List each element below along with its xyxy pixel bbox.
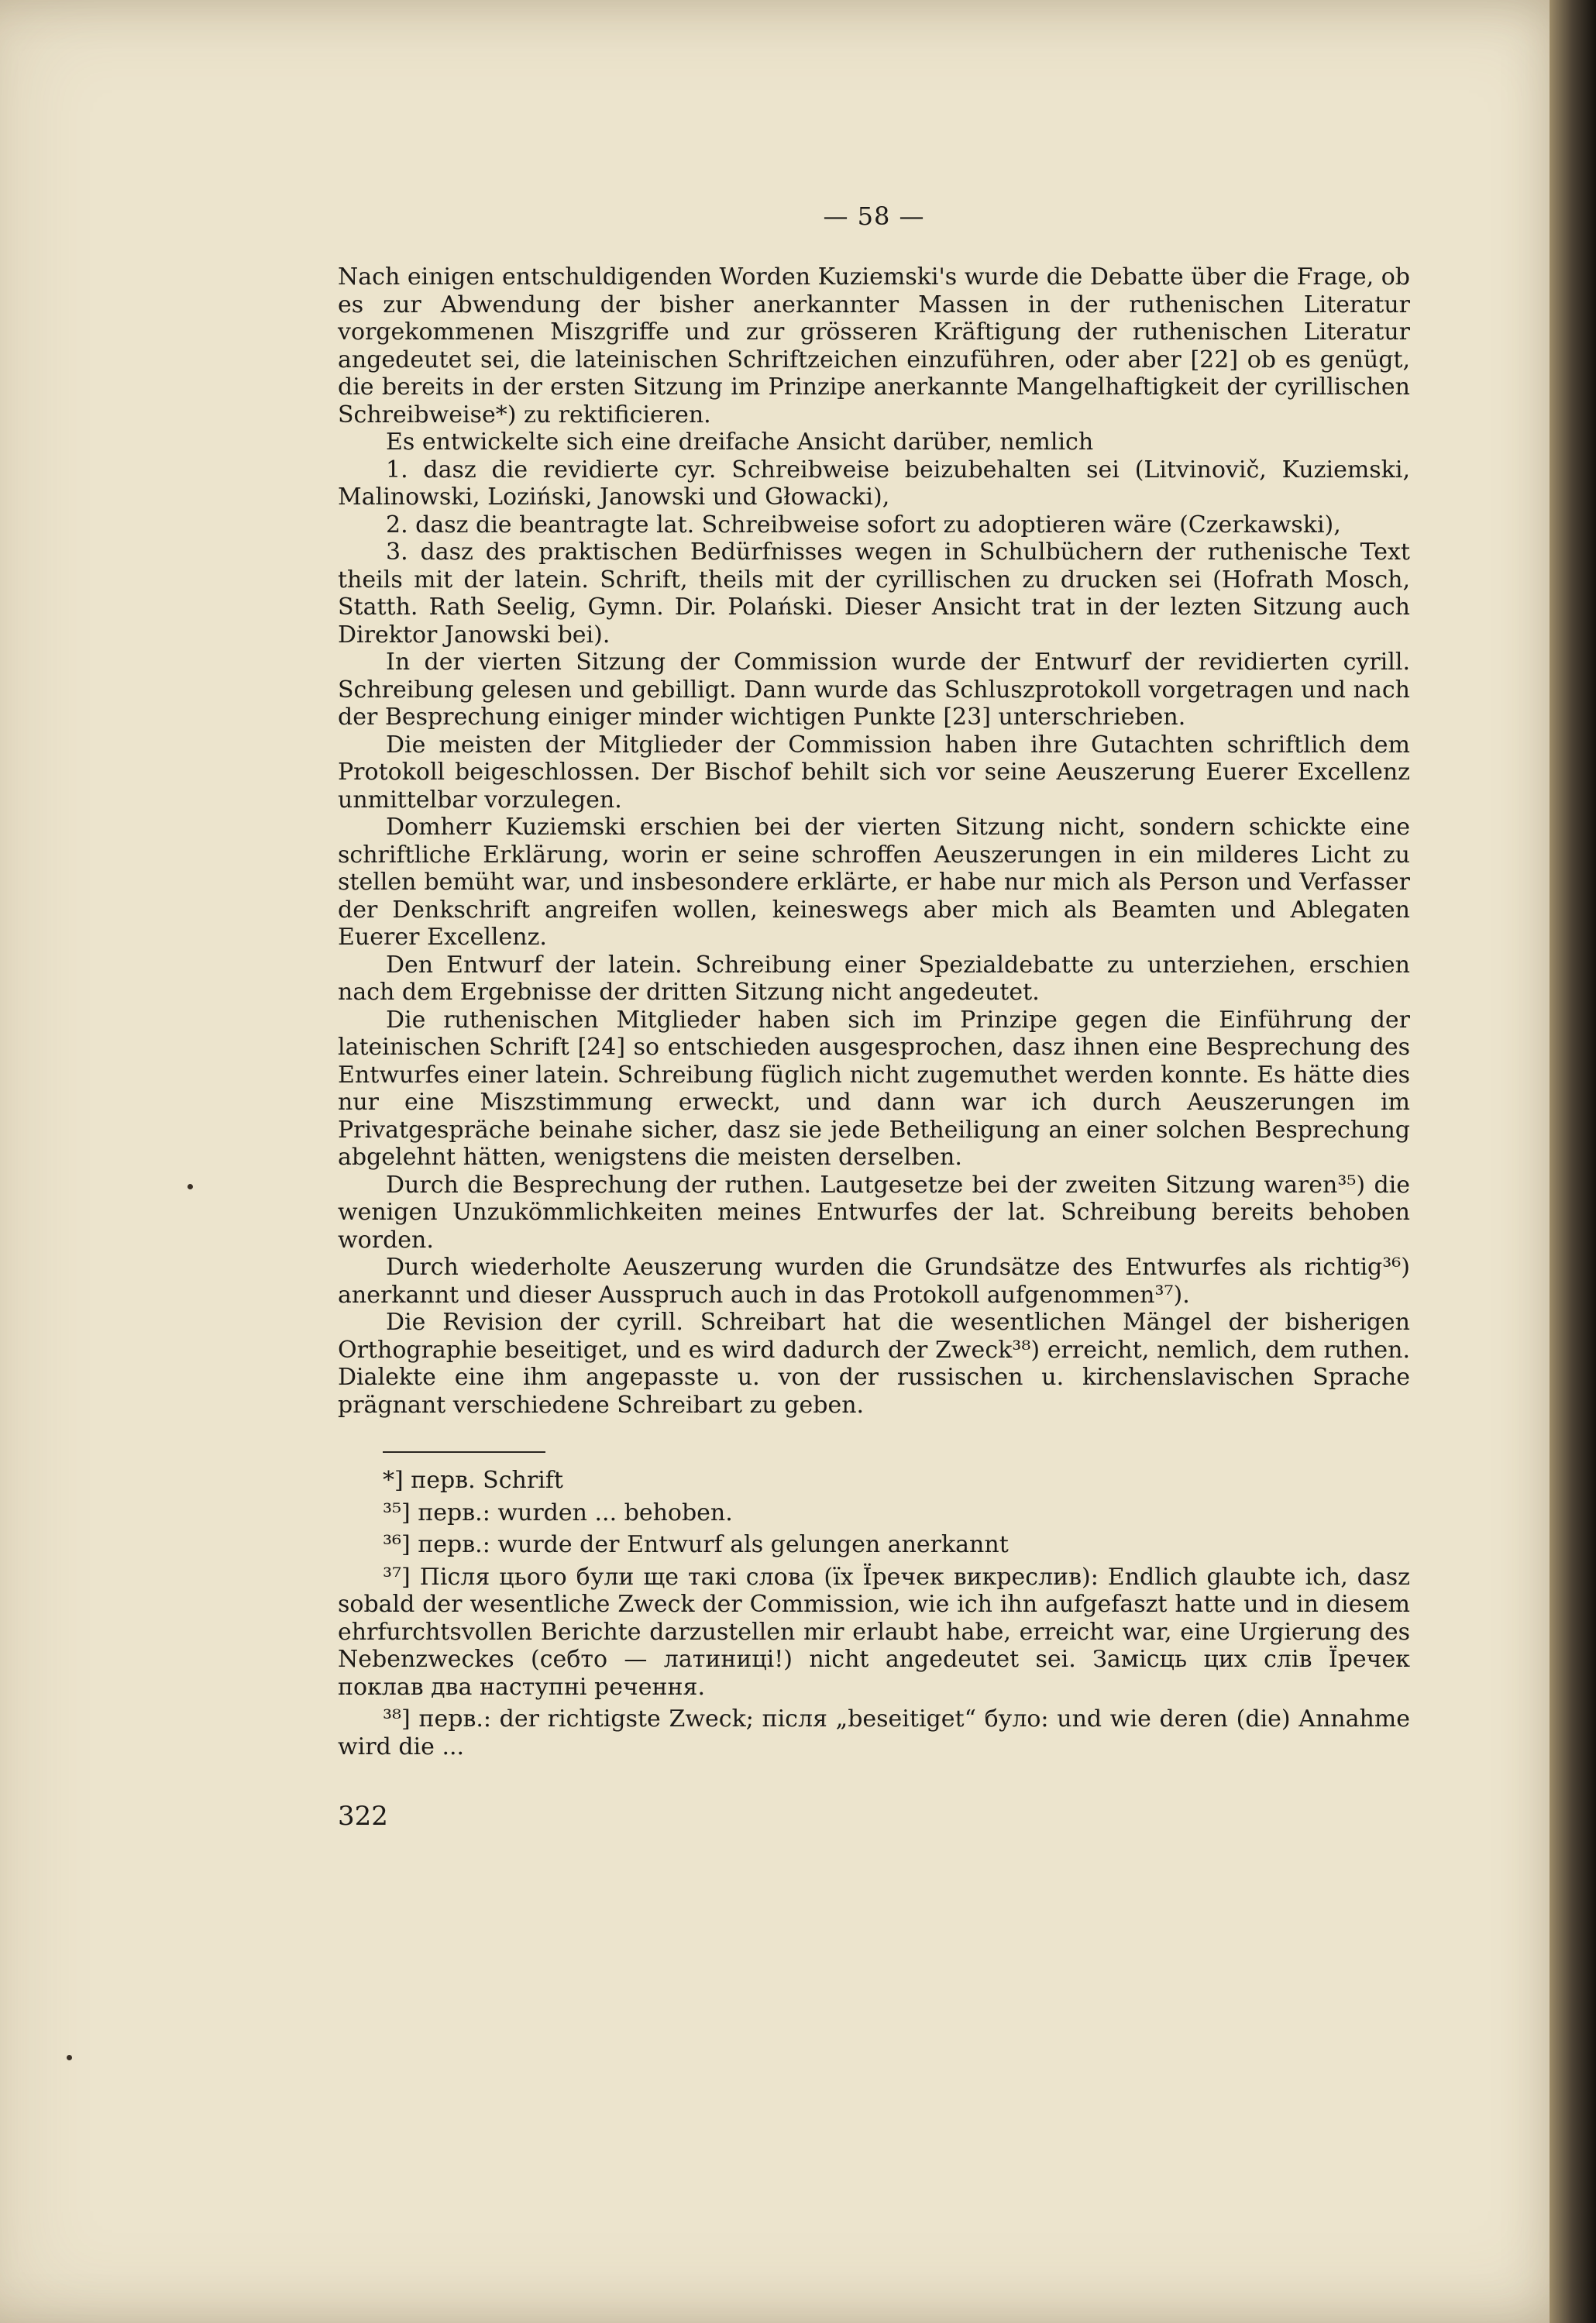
footnote-mark: ³⁶] [383,1531,411,1558]
paragraph: Domherr Kuziemski erschien bei der vierten Sitzung nicht, sondern schickte eine schriftliche Erklärung, worin er seine schroffen Aeuszerungen in ein milderes Licht zu stellen bemüht war, und insbesondere erklärte, er habe nur mich als Person und Verfasser der Denkschrift angreifen wollen, keineswegs aber mich als Beamten und Ablegaten Euerer Excellenz. [338,814,1410,951]
footnote-mark: ³⁷] [383,1563,411,1591]
footnotes [338,1467,1410,1760]
paragraph: Den Entwurf der latein. Schreibung einer Spezialdebatte zu unterziehen, erschien nach dem Ergebnisse der dritten Sitzung nicht angedeutet. [338,951,1410,1006]
footnote-mark: *] [383,1467,404,1494]
ink-speck [67,2055,72,2060]
main-text [338,263,1410,1419]
footnote [338,1564,1410,1702]
footnote [338,1499,1410,1527]
footnote [338,1705,1410,1760]
book-spine [1550,0,1596,2323]
footnote-text: перв.: der richtigste Zweck; після „beseitiget“ було: und wie deren (die) Annahme wird die ... [338,1705,1410,1760]
page-content [338,201,1410,1832]
footnote-text: перв.: wurde der Entwurf als gelungen anerkannt [418,1531,1009,1558]
footnote-mark: ³⁸] [383,1705,411,1733]
footnote-mark: ³⁵] [383,1499,411,1526]
bottom-page-number: 322 [338,1801,388,1832]
paragraph: Es entwickelte sich eine dreifache Ansicht darüber, nemlich [386,428,1094,456]
footnote-divider [383,1451,545,1453]
list-item: 1. dasz die revidierte cyr. Schreibweise beizubehalten sei (Litvinovič, Kuziemski, Malinowski, Loziński, Janowski und Głowacki), [338,456,1410,511]
footnote [338,1467,1410,1495]
paragraph: Die Revision der cyrill. Schreibart hat die wesentlichen Mängel der bisherigen Orthographie beseitiget, und es wird dadurch der Zweck³⁸) erreicht, nemlich, dem ruthen. Dialekte eine ihm angepasste u. von der russischen u. kirchenslavischen Sprache prägnant verschiedene Schreibart zu geben. [338,1309,1410,1419]
footnote-text: перв. Schrift [411,1467,563,1494]
page-number: — 58 — [823,201,925,231]
list-item: 2. dasz die beantragte lat. Schreibweise sofort zu adoptieren wäre (Czerkawski), [386,511,1341,539]
footnote-text: Після цього були ще такі слова (їх Їречек викреслив): Endlich glaubte ich, dasz sobald der wesentliche Zweck der Commission, wie ich ihn aufgefaszt hatte und in diesem ehrfurchtsvollen Berichte darzustellen mir erlaubt habe, erreicht war, eine Urgierung des Nebenzweckes (себто — латиниці!) nicht angedeutet sei. Замісць цих слів Їречек поклав два наступні речення. [338,1563,1410,1701]
paragraph: Die meisten der Mitglieder der Commission haben ihre Gutachten schriftlich dem Protokoll beigeschlossen. Der Bischof behilt sich vor seine Aeuszerung Euerer Excellenz unmittelbar vorzulegen. [338,731,1410,814]
footnote-text: перв.: wurden ... behoben. [418,1499,733,1526]
footnote [338,1531,1410,1559]
paragraph: Durch die Besprechung der ruthen. Lautgesetze bei der zweiten Sitzung waren³⁵) die wenigen Unzukömmlichkeiten meines Entwurfes der lat. Schreibung bereits behoben worden. [338,1171,1410,1254]
paragraph: Nach einigen entschuldigenden Worden Kuziemski's wurde die Debatte über die Frage, ob es zur Abwendung der bisher anerkannter Massen in der ruthenischen Literatur vorgekommenen Miszgriffe und zur grösseren Kräftigung der ruthenischen Literatur angedeutet sei, die lateinischen Schriftzeichen einzuführen, oder aber [22] ob es genügt, die bereits in der ersten Sitzung im Prinzipe anerkannte Mangelhaftigkeit der cyrillischen Schreibweise*) zu rektificieren. [338,263,1410,428]
paragraph: Die ruthenischen Mitglieder haben sich im Prinzipe gegen die Einführung der lateinischen Schrift [24] so entschieden ausgesprochen, dasz ihnen eine Besprechung des Entwurfes einer latein. Schreibung füglich nicht zugemuthet werden konnte. Es hätte dies nur eine Miszstimmung erweckt, und dann war ich durch Aeuszerungen im Privatgespräche beinahe sicher, dasz sie jede Betheiligung an einer solchen Besprechung abgelehnt hätten, wenigstens die meisten derselben. [338,1006,1410,1171]
paragraph: Durch wiederholte Aeuszerung wurden die Grundsätze des Entwurfes als richtig³⁶) anerkannt und dieser Ausspruch auch in das Protokoll aufgenommen³⁷). [338,1254,1410,1309]
ink-speck [187,1184,193,1189]
list-item: 3. dasz des praktischen Bedürfnisses wegen in Schulbüchern der ruthenische Text theils mit der latein. Schrift, theils mit der cyrillischen zu drucken sei (Hofrath Mosch, Statth. Rath Seelig, Gymn. Dir. Polański. Dieser Ansicht trat in der lezten Sitzung auch Direktor Janowski bei). [338,539,1410,649]
paragraph: In der vierten Sitzung der Commission wurde der Entwurf der revidierten cyrill. Schreibung gelesen und gebilligt. Dann wurde das Schluszprotokoll vorgetragen und nach der Besprechung einiger minder wichtigen Punkte [23] unterschrieben. [338,649,1410,731]
